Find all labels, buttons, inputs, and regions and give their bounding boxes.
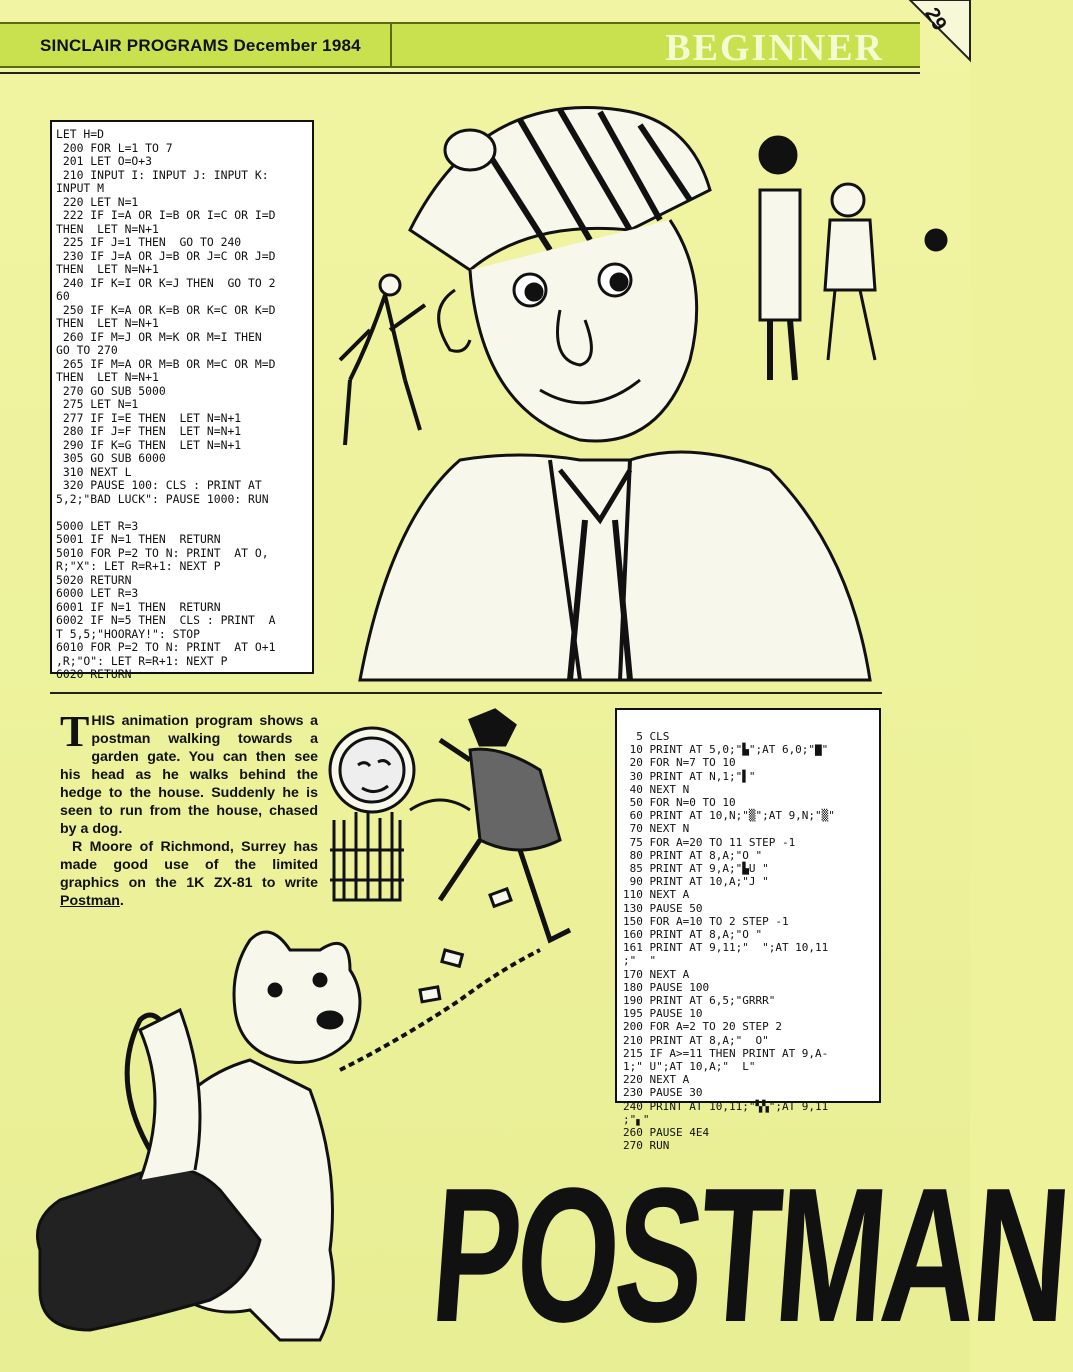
listing-line: 265 IF M=A OR M=B OR M=C OR M=D xyxy=(56,356,276,371)
listing-line: 160 PRINT AT 8,A;"O " xyxy=(623,928,763,942)
header-rule xyxy=(0,72,920,74)
listing-line: 320 PAUSE 100: CLS : PRINT AT xyxy=(56,478,262,492)
article-intro xyxy=(60,707,318,910)
listing-line: 260 IF M=J OR M=K OR M=I THEN xyxy=(56,329,262,344)
listing-line: 220 NEXT A xyxy=(623,1073,690,1087)
listing-line: 170 NEXT A xyxy=(623,967,690,981)
listing-line: 210 PRINT AT 8,A;" O" xyxy=(623,1033,769,1047)
listing-line: THEN LET N=N+1 xyxy=(56,370,159,384)
listing-line: 5001 IF N=1 THEN RETURN xyxy=(56,532,221,546)
listing-line: 150 FOR A=10 TO 2 STEP -1 xyxy=(623,914,789,928)
article-title: POSTMAN xyxy=(425,1148,1073,1362)
listing-line: THEN LET N=N+1 xyxy=(56,221,159,236)
listing-line: 6010 FOR P=2 TO N: PRINT AT O+1 xyxy=(56,640,276,654)
section-label: BEGINNER xyxy=(665,27,884,69)
listing-line: 210 INPUT I: INPUT J: INPUT K: xyxy=(56,167,269,182)
section-divider xyxy=(50,692,882,694)
page-number: 29 xyxy=(920,4,951,35)
program-name-link: Postman xyxy=(60,893,120,909)
listing-line: 280 IF J=F THEN LET N=N+1 xyxy=(56,424,242,438)
listing-line: 10 PRINT AT 5,0;"▙";AT 6,0;"▇" xyxy=(623,743,829,757)
listing-line: 5000 LET R=3 xyxy=(56,518,139,533)
listing-line: 222 IF I=A OR I=B OR I=C OR I=D xyxy=(56,208,276,222)
boy-illustration xyxy=(330,80,890,690)
listing-line: ;"▖" xyxy=(623,1112,650,1126)
listing-line: 195 PAUSE 10 xyxy=(623,1007,703,1021)
listing-line: GO TO 270 xyxy=(56,343,118,357)
listing-line: 70 NEXT N xyxy=(623,822,690,836)
listing-line: 6000 LET R=3 xyxy=(56,586,139,600)
listing-line: 310 NEXT L xyxy=(56,464,132,479)
listing-line: 5,2;"BAD LUCK": PAUSE 1000: RUN xyxy=(56,491,269,506)
listing-line: 250 IF K=A OR K=B OR K=C OR K=D xyxy=(56,302,276,317)
listing-line: 270 GO SUB 5000 xyxy=(56,383,166,398)
intro-text-2: R Moore of Richmond, Surrey has made good use of the limited graphics on the 1K ZX-81 to write xyxy=(60,839,318,891)
listing-line: LET H=D xyxy=(56,127,105,141)
program-listing-right xyxy=(615,708,881,1153)
listing-line: 277 IF I=E THEN LET N=N+1 xyxy=(56,410,242,425)
listing-line: THEN LET N=N+1 xyxy=(56,316,159,330)
listing-line: 240 PRINT AT 10,11;"▚▚";AT 9,11 xyxy=(623,1099,829,1113)
listing-line: 40 NEXT N xyxy=(623,782,690,796)
listing-line: 240 IF K=I OR K=J THEN GO TO 2 xyxy=(56,275,276,290)
listing-line: 5020 RETURN xyxy=(56,572,132,587)
listing-line: 180 PAUSE 100 xyxy=(623,980,710,994)
listing-line: 6002 IF N=5 THEN CLS : PRINT A xyxy=(56,613,276,627)
listing-line: 200 FOR L=1 TO 7 xyxy=(56,140,173,155)
listing-line: 230 IF J=A OR J=B OR J=C OR J=D xyxy=(56,248,276,263)
listing-line: 270 RUN xyxy=(623,1139,670,1153)
listing-line: 260 PAUSE 4E4 xyxy=(623,1126,710,1140)
listing-line: 60 PRINT AT 10,N;"▒";AT 9,N;"▒" xyxy=(623,809,835,823)
listing-line: 90 PRINT AT 10,A;"J " xyxy=(623,875,769,889)
listing-line: 161 PRINT AT 9,11;" ";AT 10,11 xyxy=(623,941,829,955)
listing-line: 275 LET N=1 xyxy=(56,397,139,411)
listing-line: T 5,5;"HOORAY!": STOP xyxy=(56,626,201,641)
listing-line: 215 IF A>=11 THEN PRINT AT 9,A- xyxy=(623,1046,829,1060)
listing-line: 200 FOR A=2 TO 20 STEP 2 xyxy=(623,1020,782,1034)
listing-line: 6020 RETURN xyxy=(56,667,132,681)
drop-cap: T xyxy=(60,707,90,756)
intro-paragraph-1 xyxy=(60,707,318,838)
listing-line: ;" " xyxy=(623,954,657,968)
listing-line: 290 IF K=G THEN LET N=N+1 xyxy=(56,437,242,452)
listing-line: 80 PRINT AT 8,A;"O " xyxy=(623,848,763,862)
listing-line: 190 PRINT AT 6,5;"GRRR" xyxy=(623,994,776,1008)
listing-line: 201 LET O=O+3 xyxy=(56,154,153,168)
listing-line: 30 PRINT AT N,1;"▌" xyxy=(623,769,756,783)
listing-line: 130 PAUSE 50 xyxy=(623,901,703,915)
listing-line xyxy=(56,506,308,520)
listing-line: 50 FOR N=0 TO 10 xyxy=(623,796,736,810)
magazine-title: SINCLAIR PROGRAMS December 1984 xyxy=(40,36,361,55)
listing-line: 305 GO SUB 6000 xyxy=(56,451,166,465)
program-listing-left xyxy=(50,120,314,681)
listing-line: 110 NEXT A xyxy=(623,888,690,902)
header-divider xyxy=(390,24,392,66)
listing-line: 85 PRINT AT 9,A;"▙U " xyxy=(623,862,769,876)
listing-line: 5 CLS xyxy=(623,730,670,743)
listing-line: 6001 IF N=1 THEN RETURN xyxy=(56,599,221,614)
listing-line: 5010 FOR P=2 TO N: PRINT AT O, xyxy=(56,545,269,560)
listing-line: 60 xyxy=(56,289,70,303)
intro-paragraph-2: R Moore of Richmond, Surrey has made good use of the limited graphics on the 1K ZX-81 to write Postman. xyxy=(60,839,318,909)
listing-line: THEN LET N=N+1 xyxy=(56,262,159,276)
listing-line: 220 LET N=1 xyxy=(56,194,139,209)
listing-line: R;"X": LET R=R+1: NEXT P xyxy=(56,559,221,573)
listing-line: 20 FOR N=7 TO 10 xyxy=(623,756,736,770)
listing-line: ,R;"O": LET R=R+1: NEXT P xyxy=(56,653,228,668)
intro-text-1: HIS animation program shows a postman walking towards a garden gate. You can then see his head as he walks behind the hedge to the house. Suddenly he is seen to run from the house, chased by a dog. xyxy=(60,713,318,837)
listing-line: 75 FOR A=20 TO 11 STEP -1 xyxy=(623,835,796,849)
header-band xyxy=(0,22,920,68)
listing-line: 1;" U";AT 10,A;" L" xyxy=(623,1060,756,1074)
listing-line: 230 PAUSE 30 xyxy=(623,1086,703,1100)
listing-line: INPUT M xyxy=(56,181,105,195)
listing-line: 225 IF J=1 THEN GO TO 240 xyxy=(56,235,242,249)
